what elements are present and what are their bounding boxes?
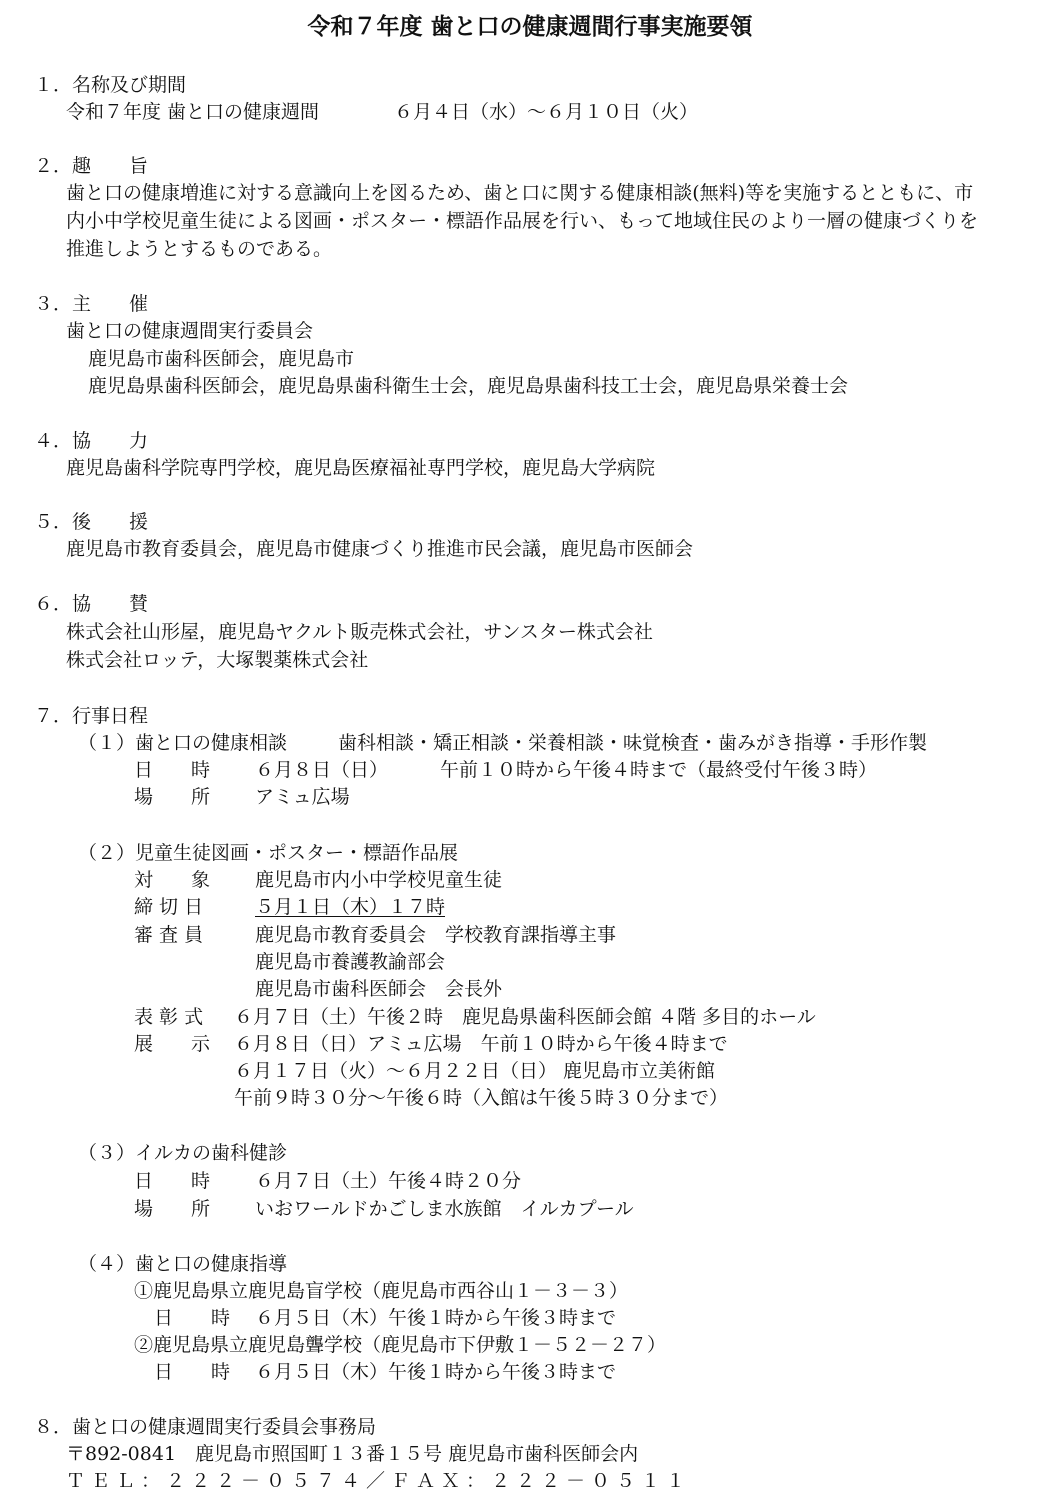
event2-deadline-label: 締 切 日 xyxy=(134,896,204,918)
event2-judge-1: 鹿児島市教育委員会 学校教育課指導主事 xyxy=(255,924,617,946)
event2-judges-label: 審 査 員 xyxy=(134,924,204,946)
s1-name: 令和７年度 歯と口の健康週間 xyxy=(66,101,320,123)
event4-title: （４）歯と口の健康指導 xyxy=(78,1253,288,1275)
s7-heading: ７．行事日程 xyxy=(34,705,149,727)
event2-judge-2: 鹿児島市養護教諭部会 xyxy=(255,951,446,973)
event4-date2-label: 日 時 xyxy=(154,1361,231,1383)
s3-heading: ３．主 催 xyxy=(34,293,149,315)
s1-heading: １．名称及び期間 xyxy=(34,74,187,96)
event4-school-2: ②鹿児島県立鹿児島聾学校（鹿児島市下伊敷１－５２－２７） xyxy=(134,1334,667,1356)
s8-heading: ８．歯と口の健康週間実行委員会事務局 xyxy=(34,1416,377,1438)
s5-line-1: 鹿児島市教育委員会，鹿児島市健康づくり推進市民会議，鹿児島市医師会 xyxy=(66,538,694,560)
event3-title: （３）イルカの歯科健診 xyxy=(78,1142,288,1164)
event3-date-label: 日 時 xyxy=(134,1170,211,1192)
event2-exhibit-label: 展 示 xyxy=(134,1033,211,1055)
event1-title: （１）歯と口の健康相談 xyxy=(78,732,288,754)
event4-date1-label: 日 時 xyxy=(154,1307,231,1329)
s8-tel-fax: ＴＥＬ：２２２－０５７４／ＦＡＸ：２２２－０５１１ xyxy=(66,1470,692,1492)
s4-line-1: 鹿児島歯科学院専門学校，鹿児島医療福祉専門学校，鹿児島大学病院 xyxy=(66,457,656,479)
event2-award: ６月７日（土）午後２時 鹿児島県歯科医師会館 ４階 多目的ホール xyxy=(234,1006,816,1028)
s6-line-2: 株式会社ロッテ，大塚製薬株式会社 xyxy=(66,649,369,671)
event2-exhibit-3: 午前９時３０分～午後６時（入館は午後５時３０分まで） xyxy=(234,1087,729,1109)
event2-title: （２）児童生徒図画・ポスター・標語作品展 xyxy=(78,842,459,864)
s2-line-3: 推進しようとするものである。 xyxy=(66,238,333,260)
s2-heading: ２．趣 旨 xyxy=(34,155,149,177)
event4-date2: ６月５日（木）午後１時から午後３時まで xyxy=(255,1361,617,1383)
s2-line-2: 内小中学校児童生徒による図画・ポスター・標語作品展を行い、もって地域住民のより一層の健康づくりを xyxy=(66,210,979,232)
event2-award-label: 表 彰 式 xyxy=(134,1006,204,1028)
s3-line-1: 歯と口の健康週間実行委員会 xyxy=(66,320,314,342)
s2-line-1: 歯と口の健康増進に対する意識向上を図るため、歯と口に関する健康相談(無料)等を実施するとともに、市 xyxy=(66,182,974,204)
event2-target: 鹿児島市内小中学校児童生徒 xyxy=(255,869,503,891)
event3-place: いおワールドかごしま水族館 イルカプール xyxy=(255,1198,634,1220)
event1-date-label: 日 時 xyxy=(134,759,211,781)
s1-period: ６月４日（水）～６月１０日（火） xyxy=(394,101,699,123)
s6-line-1: 株式会社山形屋，鹿児島ヤクルト販売株式会社，サンスター株式会社 xyxy=(66,621,653,643)
event1-time: 午前１０時から午後４時まで（最終受付午後３時） xyxy=(440,759,878,781)
s3-line-3: 鹿児島県歯科医師会，鹿児島県歯科衛生士会，鹿児島県歯科技工士会，鹿児島県栄養士会 xyxy=(88,375,849,397)
event1-desc: 歯科相談・矯正相談・栄養相談・味覚検査・歯みがき指導・手形作製 xyxy=(338,732,928,754)
page-title: 令和７年度 歯と口の健康週間行事実施要領 xyxy=(307,13,753,40)
event3-place-label: 場 所 xyxy=(134,1198,211,1220)
event2-exhibit-1: ６月８日（日）アミュ広場 午前１０時から午後４時まで xyxy=(234,1033,728,1055)
s4-heading: ４．協 力 xyxy=(34,430,149,452)
event1-place: アミュ広場 xyxy=(255,786,350,808)
event2-target-label: 対 象 xyxy=(134,869,211,891)
event3-date: ６月７日（土）午後４時２０分 xyxy=(255,1170,522,1192)
event1-date: ６月８日（日） xyxy=(255,759,389,781)
event2-deadline: ５月１日（木）１７時 xyxy=(255,896,446,918)
s8-address: 〒892-0841 鹿児島市照国町１３番１５号 鹿児島市歯科医師会内 xyxy=(66,1443,639,1465)
event1-place-label: 場 所 xyxy=(134,786,211,808)
event2-judge-3: 鹿児島市歯科医師会 会長外 xyxy=(255,978,503,1000)
s3-line-2: 鹿児島市歯科医師会，鹿児島市 xyxy=(88,348,355,370)
event2-exhibit-2: ６月１７日（火）～６月２２日（日） 鹿児島市立美術館 xyxy=(234,1060,716,1082)
event4-school-1: ①鹿児島県立鹿児島盲学校（鹿児島市西谷山１－３－３） xyxy=(134,1280,629,1302)
event4-date1: ６月５日（木）午後１時から午後３時まで xyxy=(255,1307,617,1329)
s6-heading: ６．協 賛 xyxy=(34,593,149,615)
s5-heading: ５．後 援 xyxy=(34,511,149,533)
